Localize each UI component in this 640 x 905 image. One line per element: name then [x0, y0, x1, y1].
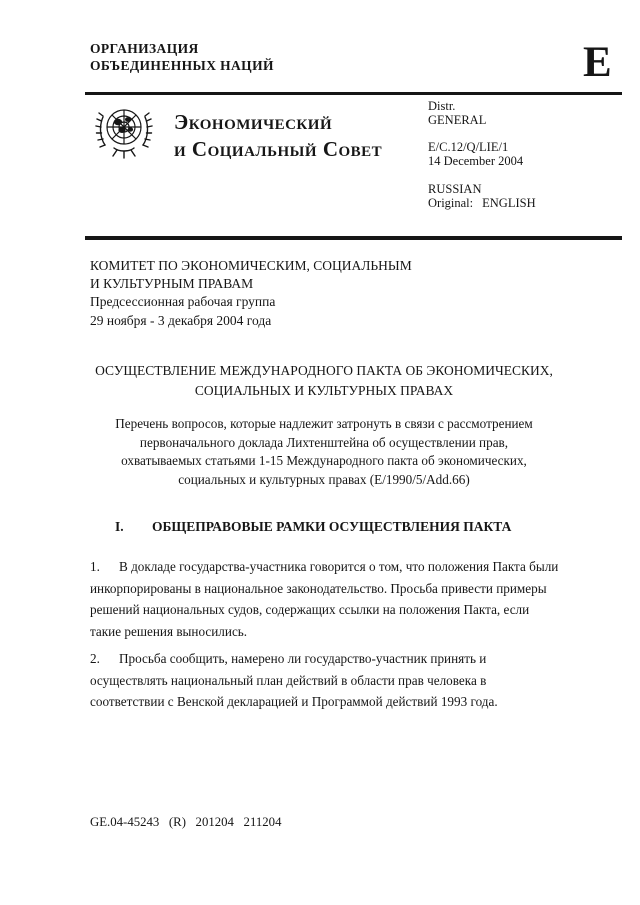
subtitle-line: охватываемых статьями 1-15 Международного пакта об экономических, [121, 453, 527, 469]
title-line1: ОСУЩЕСТВЛЕНИЕ МЕЖДУНАРОДНОГО ПАКТА ОБ ЭКОНОМИЧЕСКИХ, [95, 363, 553, 378]
session-dates-line: 29 ноября - 3 декабря 2004 года [90, 312, 272, 328]
paragraph-number: 1. [90, 559, 100, 574]
document-symbol: E/C.12/Q/LIE/1 [428, 140, 509, 154]
paragraph [90, 648, 560, 713]
title-line2: СОЦИАЛЬНЫХ И КУЛЬТУРНЫХ ПРАВАХ [194, 382, 454, 398]
distribution-block [428, 99, 536, 210]
original-label: Original: [428, 196, 474, 210]
document-date: 14 December 2004 [428, 154, 524, 168]
section-heading [115, 519, 511, 535]
paragraph-number: 2. [90, 651, 100, 666]
original-language: ENGLISH [482, 196, 536, 210]
council-name-line2: и Социальный Совет [174, 137, 383, 161]
subtitle-line: социальных и культурных правах (E/1990/5/Add.66) [178, 471, 470, 487]
document-title [90, 361, 558, 400]
un-emblem-icon [91, 100, 157, 170]
committee-name-line1: КОМИТЕТ ПО ЭКОНОМИЧЕСКИМ, СОЦИАЛЬНЫМ [90, 258, 412, 273]
distr-label: Distr. [428, 99, 456, 113]
org-name [90, 40, 274, 74]
committee-block [90, 257, 412, 330]
original-language-line [428, 196, 536, 210]
subtitle-line: Перечень вопросов, которые надлежит затронуть в связи с рассмотрением [115, 416, 533, 431]
paragraph-text: В докладе государства-участника говорится о том, что положения Пакта были инкорпорированы в национальное законодательство. Просьба привести примеры решений национальных судов, содержащих ссылки на положения Пакта, если такие решения выносились. [90, 559, 559, 639]
org-name-line1: ОРГАНИЗАЦИЯ [90, 41, 199, 56]
document-subtitle [90, 415, 558, 489]
org-name-line2: ОБЪЕДИНЕННЫХ НАЦИЙ [90, 58, 274, 73]
header-rule [85, 92, 622, 95]
distr-type: GENERAL [428, 113, 487, 127]
paragraph [90, 556, 560, 642]
section-numeral: I. [115, 519, 124, 534]
subtitle-line: первоначального доклада Лихтенштейна об осуществлении прав, [139, 434, 509, 450]
footer-reference: GE.04-45243 (R) 201204 211204 [90, 815, 282, 829]
committee-name-line2: И КУЛЬТУРНЫМ ПРАВАМ [90, 276, 254, 292]
council-name-line1: Экономический [174, 110, 333, 134]
section-heading-text: ОБЩЕПРАВОВЫЕ РАМКИ ОСУЩЕСТВЛЕНИЯ ПАКТА [152, 519, 512, 534]
masthead-rule [85, 236, 622, 240]
council-name [174, 109, 382, 163]
paragraph-text: Просьба сообщить, намерено ли государство-участник принять и осуществлять национальный план действий в области прав человека в соответствии с Венской декларацией и Программой действий 1993 года. [90, 651, 498, 710]
working-group-line: Предсессионная рабочая группа [90, 294, 276, 310]
document-language: RUSSIAN [428, 182, 482, 196]
series-letter: E [583, 39, 612, 86]
